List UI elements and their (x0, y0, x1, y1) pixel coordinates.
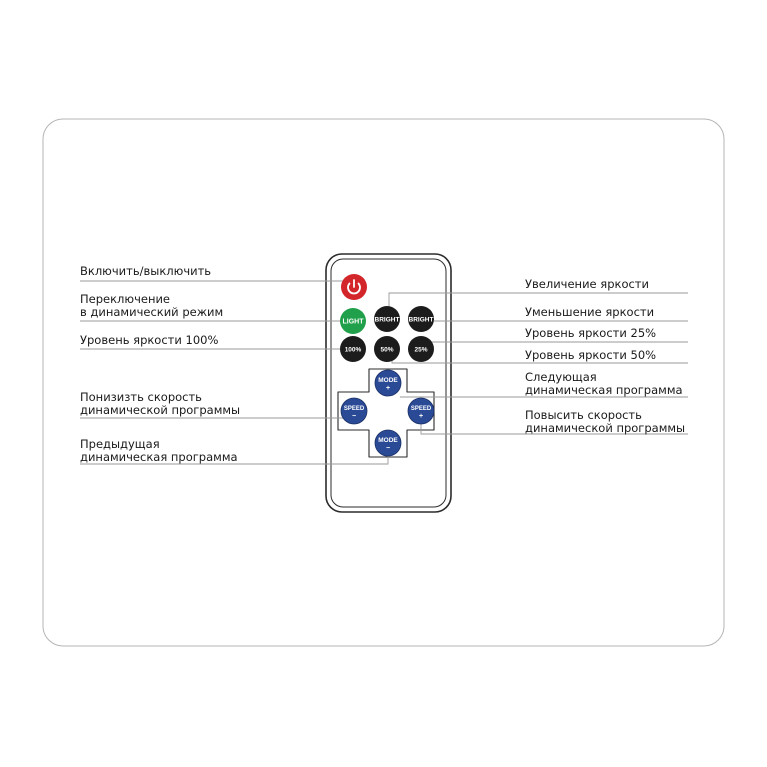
speed-down-button[interactable] (341, 398, 367, 424)
level-50-button-label: 50% (380, 346, 394, 354)
label-level-50: Уровень яркости 50% (525, 348, 657, 362)
speed-down-button-sign: − (351, 413, 357, 420)
label-power: Включить/выключить (80, 264, 212, 278)
label-speed-down-line1: Понизизть скорость (80, 390, 202, 404)
label-next-line2: динамическая программа (525, 383, 683, 397)
mode-down-button[interactable] (375, 430, 401, 456)
speed-down-button-label: SPEED (343, 406, 365, 412)
label-prev-line1: Предыдущая (80, 437, 160, 451)
speed-up-button-label: SPEED (410, 406, 432, 412)
bright-down-button-label: BRIGHT (408, 316, 434, 324)
power-button[interactable] (341, 274, 367, 300)
level-25-button-label: 25% (414, 346, 428, 354)
speed-up-button-sign: + (418, 413, 424, 420)
label-switch-line2: в динамический режим (80, 305, 224, 319)
label-speed-down-line2: динамической программы (80, 403, 241, 417)
level-25-button[interactable] (408, 336, 434, 362)
label-speed-up-line2: динамической программы (525, 421, 686, 435)
mode-down-button-label: MODE (378, 437, 398, 444)
light-button[interactable] (340, 308, 366, 334)
bright-up-button-label: BRIGHT (374, 316, 400, 324)
bright-up-button[interactable] (374, 306, 400, 332)
label-switch-line1: Переключение (80, 292, 171, 306)
mode-up-button-sign: + (385, 385, 391, 392)
level-100-button-label: 100% (344, 346, 362, 354)
label-next-line1: Следующая (525, 370, 597, 384)
bright-down-button[interactable] (408, 306, 434, 332)
level-100-button[interactable] (340, 336, 366, 362)
label-prev-line2: динамическая программа (80, 450, 238, 464)
light-button-label: LIGHT (342, 318, 364, 326)
mode-up-button[interactable] (375, 370, 401, 396)
label-bright-up: Увеличение яркости (525, 277, 649, 291)
level-50-button[interactable] (374, 336, 400, 362)
mode-down-button-sign: − (385, 445, 391, 452)
label-level-100: Уровень яркости 100% (80, 333, 219, 347)
speed-up-button[interactable] (408, 398, 434, 424)
label-speed-up-line1: Повысить скорость (525, 408, 642, 422)
label-level-25: Уровень яркости 25% (525, 326, 657, 340)
mode-up-button-label: MODE (378, 377, 398, 384)
label-bright-down: Уменьшение яркости (525, 305, 655, 319)
